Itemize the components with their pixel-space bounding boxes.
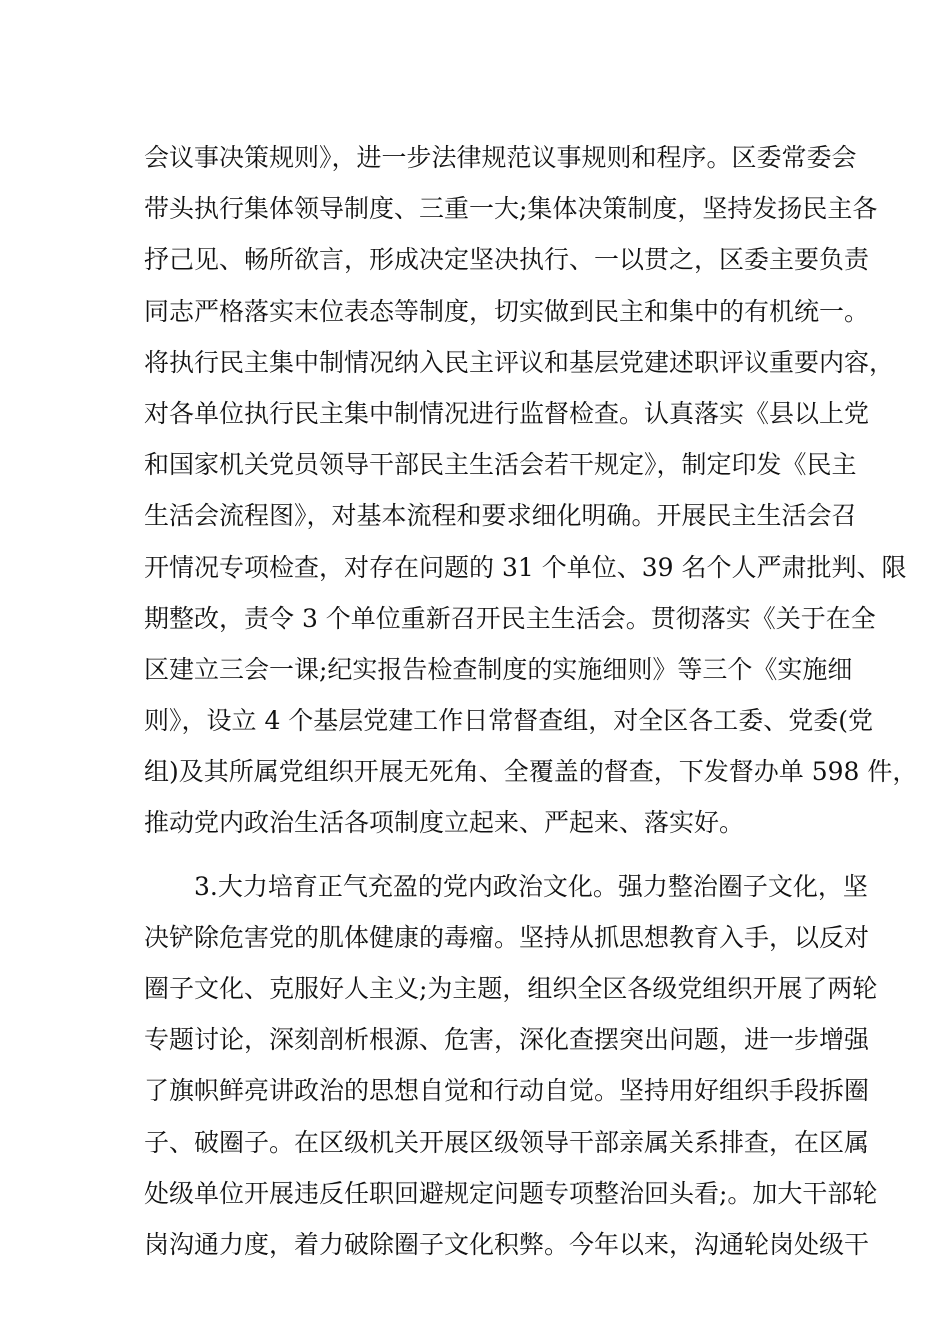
paragraph-2 <box>144 861 878 1271</box>
text-line: 了旗帜鲜亮讲政治的思想自觉和行动自觉。坚持用好组织手段拆圈 <box>144 1076 870 1106</box>
text-line: 生活会流程图》，对基本流程和要求细化明确。开展民主生活会召 <box>144 501 857 531</box>
text-line: 区建立三会一课;纪实报告检查制度的实施细则》等三个《实施细 <box>144 654 853 684</box>
text-line: 专题讨论，深刻剖析根源、危害，深化查摆突出问题，进一步增强 <box>144 1025 870 1055</box>
text-line: 推动党内政治生活各项制度立起来、严起来、落实好。 <box>144 808 745 838</box>
text-line: 抒己见、畅所欲言，形成决定坚决执行、一以贯之，区委主要负责 <box>144 245 870 275</box>
text-line: 3.大力培育正气充盈的党内政治文化。强力整治圈子文化，坚 <box>144 871 868 901</box>
text-line: 子、破圈子。在区级机关开展区级领导干部亲属关系排查，在区属 <box>144 1127 870 1157</box>
text-line: 组)及其所属党组织开展无死角、全覆盖的督查，下发督办单 598 件， <box>144 757 918 787</box>
text-line: 对各单位执行民主集中制情况进行监督检查。认真落实《县以上党 <box>144 398 870 428</box>
text-line: 开情况专项检查，对存在问题的 31 个单位、39 名个人严肃批判、限 <box>144 552 907 582</box>
document-body <box>144 132 918 1270</box>
text-line: 带头执行集体领导制度、三重一大;集体决策制度，坚持发扬民主各 <box>144 194 878 224</box>
text-line: 处级单位开展违反任职回避规定问题专项整治回头看;。加大干部轮 <box>144 1178 878 1208</box>
text-line: 同志严格落实末位表态等制度，切实做到民主和集中的有机统一。 <box>144 296 870 326</box>
paragraph-1 <box>144 132 918 849</box>
text-line: 则》，设立 4 个基层党建工作日常督查组，对全区各工委、党委(党 <box>144 706 874 736</box>
paragraph-gap <box>144 849 824 861</box>
text-line: 期整改，责令 3 个单位重新召开民主生活会。贯彻落实《关于在全 <box>144 603 876 633</box>
text-line: 会议事决策规则》，进一步法律规范议事规则和程序。区委常委会 <box>144 143 857 172</box>
text-line: 和国家机关党员领导干部民主生活会若干规定》，制定印发《民主 <box>144 450 857 480</box>
text-line: 岗沟通力度，着力破除圈子文化积弊。今年以来，沟通轮岗处级干 <box>144 1229 870 1259</box>
text-line: 将执行民主集中制情况纳入民主评议和基层党建述职评议重要内容， <box>144 347 895 377</box>
text-line: 决铲除危害党的肌体健康的毒瘤。坚持从抓思想教育入手，以反对 <box>144 922 870 952</box>
text-line: 圈子文化、克服好人主义;为主题，组织全区各级党组织开展了两轮 <box>144 974 878 1003</box>
